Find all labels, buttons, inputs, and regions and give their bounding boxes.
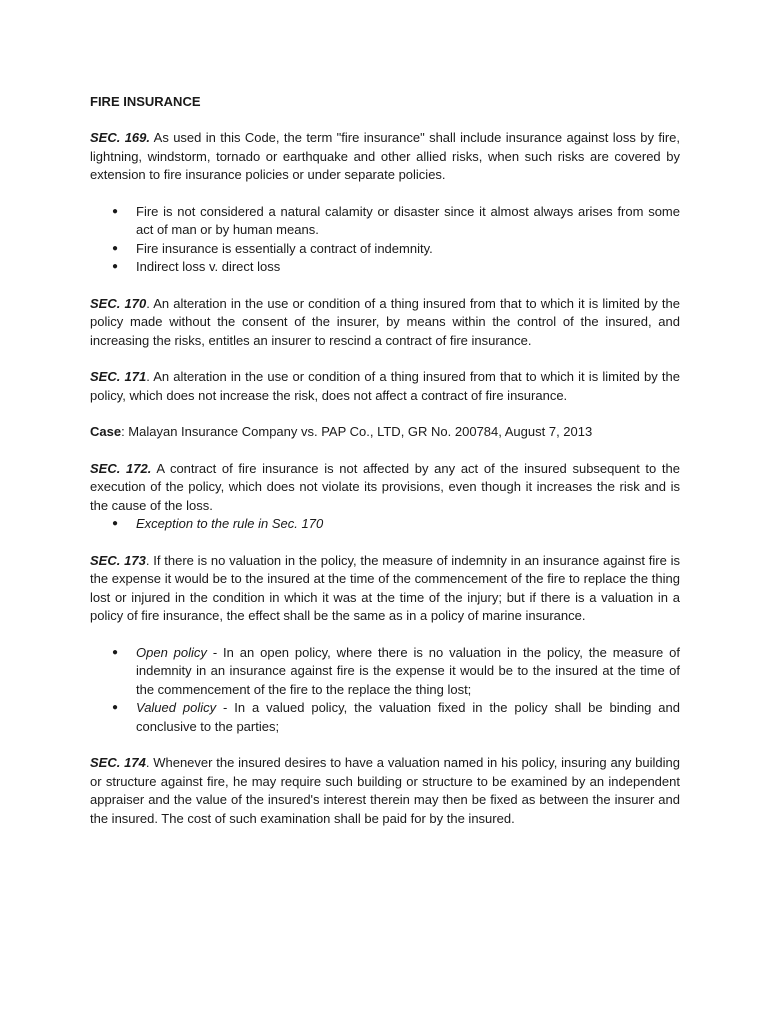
bullet-text: Indirect loss v. direct loss [136, 259, 281, 274]
list-item [90, 240, 680, 259]
document-title: FIRE INSURANCE [90, 94, 201, 109]
section-174-text: . Whenever the insured desires to have a valuation named in his policy, insuring any building or structure against fire, he may require such building or structure to be examined by an independent appraiser and the value of the insured's interest therein may then be fixed as between the insurer and the insured. The cost of such examination shall be paid for by the insured. [90, 755, 680, 826]
bullet-term: Valued policy [136, 700, 217, 715]
section-172-label: SEC. 172. [90, 460, 152, 476]
section-170-text: . An alteration in the use or condition of a thing insured from that to which it is limited by the policy made without the consent of the insurer, by means within the control of the insured, and increasing the risks, entitles an insurer to rescind a contract of fire insurance. [90, 295, 680, 348]
bullet-icon: ● [112, 261, 119, 272]
list-item [90, 699, 680, 736]
section-170-label: SEC. 170 [90, 295, 147, 311]
bullet-icon: ● [112, 518, 119, 529]
case-text: : Malayan Insurance Company vs. PAP Co., LTD, GR No. 200784, August 7, 2013 [121, 424, 593, 439]
bullet-icon: ● [112, 205, 119, 217]
list-item [90, 644, 680, 700]
section-169-bullets [90, 203, 680, 277]
bullet-term: Open policy [136, 644, 207, 660]
section-172 [90, 460, 680, 516]
section-170 [90, 295, 680, 351]
section-169 [90, 129, 680, 185]
bullet-text: - In an open policy, where there is no valuation in the policy, the measure of indemnity in an insurance against fire is the expense it would be to the insured at the time of the commencement of the fire to the replace the thing lost; [136, 644, 681, 697]
bullet-text: Exception to the rule in Sec. 170 [136, 516, 324, 531]
section-173-text: . If there is no valuation in the policy, the measure of indemnity in an insurance against fire is the expense it would be to the insured at the time of the commencement of the fire to replace the thing lost or injured in the condition in which it was at the time of the injury; but if there is a valuation in a policy of fire insurance, the effect shall be the same as in a policy of marine insurance. [90, 552, 680, 623]
section-171-label: SEC. 171 [90, 369, 147, 384]
section-169-text: As used in this Code, the term "fire insurance" shall include insurance against loss by fire, lightning, windstorm, tornado or earthquake and other allied risks, when such risks are covered by extension to fire insurance policies or under separate policies. [90, 130, 680, 182]
section-174 [90, 754, 680, 828]
section-173-bullets [90, 644, 680, 737]
bullet-icon: ● [112, 242, 119, 254]
section-173-label: SEC. 173 [90, 552, 146, 568]
case-label: Case [90, 424, 122, 439]
list-item [90, 515, 680, 534]
section-169-label: SEC. 169. [90, 130, 151, 145]
bullet-text: Fire insurance is essentially a contract of indemnity. [136, 240, 433, 256]
section-171-text: . An alteration in the use or condition of a thing insured from that to which it is limited by the policy, which does not increase the risk, does not affect a contract of fire insurance. [90, 369, 680, 403]
section-173 [90, 552, 680, 626]
section-172-text: A contract of fire insurance is not affected by any act of the insured subsequent to the execution of the policy, which does not violate its provisions, even though it increases the risk and is the cause of the loss. [90, 460, 680, 513]
bullet-icon: ● [112, 702, 119, 713]
bullet-text: Fire is not considered a natural calamity or disaster since it almost always arises from some act of man or by human means. [136, 203, 680, 237]
list-item [90, 258, 680, 277]
section-174-label: SEC. 174 [90, 755, 146, 770]
section-172-bullets [90, 515, 680, 534]
list-item [90, 203, 680, 240]
case-citation [90, 423, 680, 442]
section-171 [90, 368, 680, 405]
bullet-icon: ● [112, 646, 119, 658]
bullet-text: - In a valued policy, the valuation fixed in the policy shall be binding and conclusive to the parties; [136, 700, 680, 734]
